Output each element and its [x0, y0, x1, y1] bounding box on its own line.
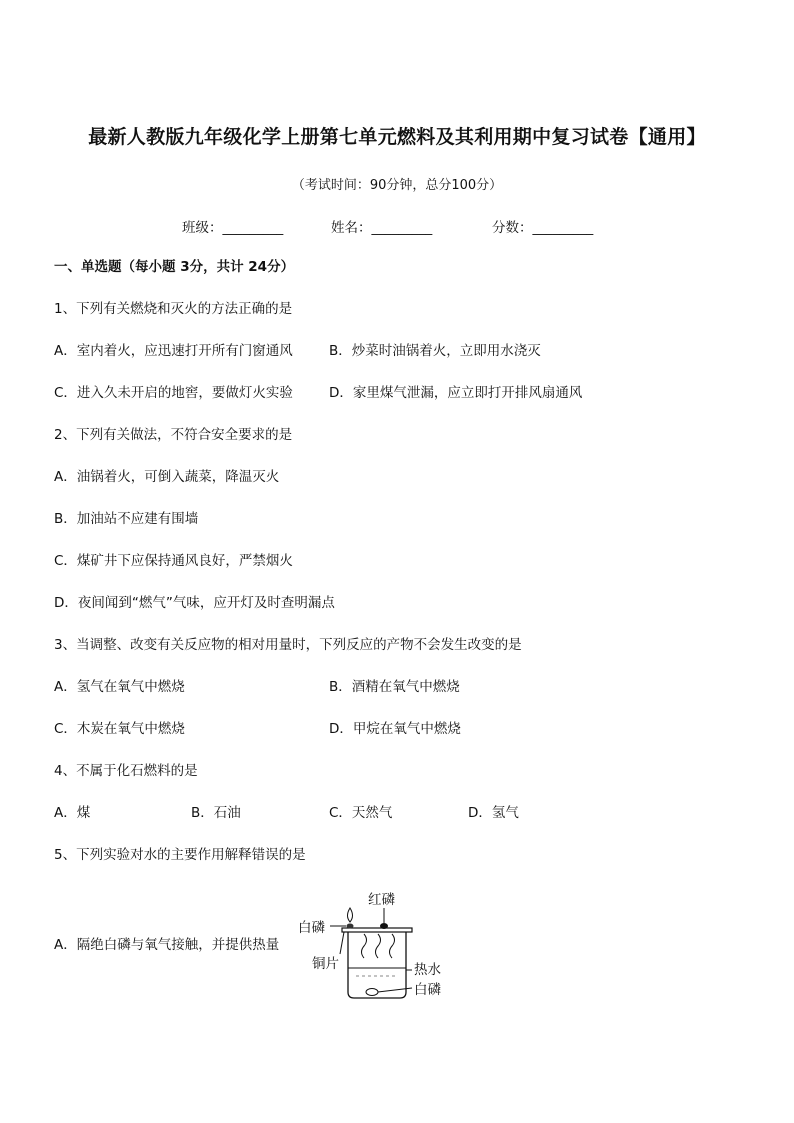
flame-icon	[348, 908, 353, 922]
score-label: 分数：	[492, 220, 533, 236]
beaker	[348, 932, 406, 998]
question-2-option-c: C．煤矿井下应保持通风良好，严禁烟火	[54, 553, 293, 569]
score-field	[492, 216, 593, 236]
question-2-stem: 2、下列有关做法，不符合安全要求的是	[54, 427, 293, 443]
question-2-option-d: D．夜间闻到“燃气”气味，应开灯及时查明漏点	[54, 595, 335, 611]
steam-line	[362, 934, 367, 958]
question-1-option-b: B．炒菜时油锅着火，立即用水浇灭	[329, 343, 541, 359]
section-heading: 一、单选题（每小题 3分，共计 24分）	[54, 259, 295, 275]
question-1-option-a: A．室内着火，应迅速打开所有门窗通风	[54, 343, 293, 359]
page-title: 最新人教版九年级化学上册第七单元燃料及其利用期中复习试卷【通用】	[88, 126, 706, 148]
leader-copper-sheet	[340, 932, 344, 954]
steam-line	[376, 934, 381, 958]
question-3-option-a: A．氢气在氧气中燃烧	[54, 679, 185, 695]
question-2-option-a: A．油锅着火，可倒入蔬菜，降温灭火	[54, 469, 280, 485]
copper-sheet	[342, 928, 412, 932]
question-4-option-c: C．天然气	[329, 805, 393, 821]
steam-line	[390, 934, 395, 958]
class-label: 班级：	[182, 220, 223, 236]
phosphorus-experiment-diagram	[296, 888, 456, 1006]
question-4-stem: 4、不属于化石燃料的是	[54, 763, 198, 779]
label-white-phosphorus-bottom: 白磷	[414, 982, 441, 998]
class-blank: _________	[222, 220, 284, 236]
label-white-phosphorus-top: 白磷	[298, 920, 325, 936]
question-1-option-d: D．家里煤气泄漏，应立即打开排风扇通风	[329, 385, 583, 401]
question-3-option-d: D．甲烷在氧气中燃烧	[329, 721, 461, 737]
question-1-stem: 1、下列有关燃烧和灭火的方法正确的是	[54, 301, 293, 317]
white-phosphorus-bottom	[366, 989, 378, 996]
question-2-option-b: B．加油站不应建有围墙	[54, 511, 199, 527]
question-1-option-c: C．进入久未开启的地窖，要做灯火实验	[54, 385, 293, 401]
question-3-stem: 3、当调整、改变有关反应物的相对用量时，下列反应的产物不会发生改变的是	[54, 637, 522, 653]
question-4-option-d: D．氢气	[468, 805, 519, 821]
name-blank: _________	[371, 220, 433, 236]
label-copper-sheet: 铜片	[312, 956, 339, 972]
exam-info: （考试时间：90分钟，总分100分）	[291, 178, 503, 193]
question-4-option-b: B．石油	[191, 805, 241, 821]
question-4-option-a: A．煤	[54, 805, 91, 821]
question-3-option-c: C．木炭在氧气中燃烧	[54, 721, 185, 737]
label-hot-water: 热水	[414, 962, 441, 978]
question-5-stem: 5、下列实验对水的主要作用解释错误的是	[54, 847, 306, 863]
class-field	[182, 216, 283, 236]
question-5-option-a: A．隔绝白磷与氧气接触，并提供热量	[54, 937, 280, 953]
name-label: 姓名：	[331, 220, 372, 236]
red-phosphorus	[380, 923, 388, 929]
question-3-option-b: B．酒精在氧气中燃烧	[329, 679, 460, 695]
label-red-phosphorus: 红磷	[368, 892, 395, 908]
name-field	[331, 216, 432, 236]
white-phosphorus-top	[347, 924, 354, 929]
score-blank: _________	[532, 220, 594, 236]
leader-white-phosphorus-bottom	[378, 988, 412, 992]
